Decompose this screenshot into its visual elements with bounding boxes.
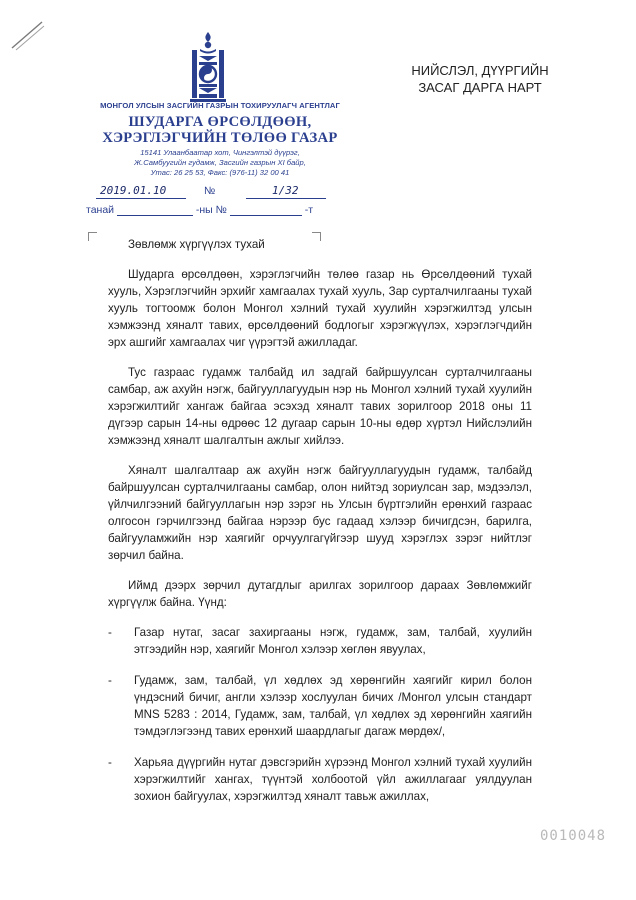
agency-address <box>90 148 350 178</box>
agency-name-line1: ШУДАРГА ӨРСӨЛДӨӨН, <box>128 114 312 130</box>
paragraph: Тус газраас гудамж талбайд ил задгай байршуулсан сурталчилгааны самбар, аж ахуйн нэгж, байгууллагуудын нэр нь Монгол хэлний тухай хуулийн хэрэгжилтийг хангаж байгаа эсэхэд хяналт тавих зорилгоор 2018 оны 11 дүгээр сарын 14-ны өдрөөс 12 дугаар сарын 10-ны өдөр хүртэл Нийслэлийн хэмжээнд хяналт шалгалтын ажлыг хийлээ. <box>108 366 532 447</box>
letter-subject: Зөвлөмж хүргүүлэх тухай <box>128 238 265 251</box>
to-prefix: танай <box>86 204 115 216</box>
list-item <box>108 624 532 658</box>
document-serial-number: 0010048 <box>540 828 607 844</box>
incoming-reference <box>86 203 336 216</box>
list-item-text: Газар нутаг, засаг захиргааны нэгж, гудамж, зам, талбай, хуулийн этгээдийн нэр, хаягийг Монгол хэлээр хөглөн явуулах, <box>134 626 532 656</box>
number-underline <box>246 198 326 199</box>
list-item <box>108 672 532 740</box>
incoming-number-blank <box>230 203 302 216</box>
recipient-block <box>390 62 570 96</box>
subject-bracket-left <box>88 232 97 241</box>
letter-body <box>108 266 532 819</box>
address-line1: 15141 Улаанбаатар хот, Чингэлтэй дүүрэг, <box>140 148 300 157</box>
date-underline <box>96 198 186 199</box>
bullet-dash: - <box>108 626 112 639</box>
list-item <box>108 754 532 805</box>
outgoing-reference <box>96 184 328 200</box>
recommendation-list <box>108 624 532 805</box>
t-suffix: -т <box>304 204 314 216</box>
bullet-dash: - <box>108 674 112 687</box>
agency-name-line2: ХЭРЭГЛЭГЧИЙН ТӨЛӨӨ ГАЗАР <box>102 130 338 146</box>
handwritten-date: 2019.01.10 <box>100 184 167 197</box>
recipient-line2: ЗАСАГ ДАРГА НАРТ <box>418 80 542 95</box>
handwritten-number: 1/32 <box>272 184 299 197</box>
recipient-line1: НИЙСЛЭЛ, ДҮҮРГИЙН <box>411 63 549 78</box>
soyombo-emblem-icon <box>186 30 230 106</box>
subject-bracket-right <box>312 232 321 241</box>
paragraph: Шударга өрсөлдөөн, хэрэглэгчийн төлөө газар нь Өрсөлдөөний тухай хууль, Хэрэглэгчийн эрхийг хамгаалах тухай хууль, Зар сурталчилгааны тухай хууль тогтоомж болон Монгол хэлний тухай хуулийн хэрэгжилтэд улсын хэмжээнд хяналт тавих, өрсөлдөөний бодлогыг хэрэгжүүлэх, хэрэглэгчдийн эрх ашгийг хамгаалах чиг үүрэгтэй ажилладаг. <box>108 268 532 349</box>
paragraph: Хяналт шалгалтаар аж ахуйн нэгж байгууллагуудын гудамж, талбайд байршуулсан сурталчилгааны самбар, олон нийтэд зориулсан зар, мэдээлэл, үйлчилгээний байгууллагын нэр зэрэг нь Улсын бүртгэлийн ерөнхий газраас олгосон гэрчилгээнд байгаа нэрээр бус гадаад хэлээр бичигдсэн, барилга, байгууламжийн нэр хаягийг орчуулгагүйгээр шууд хэрэглэх зэрэг нийтлэг зөрчил байна. <box>108 464 532 562</box>
address-line2: Ж.Самбуугийн гудамж, Засгийн газрын XI байр, <box>134 158 306 167</box>
incoming-date-blank <box>117 203 193 216</box>
ny-label: -ны № <box>195 204 227 216</box>
staple-mark-icon <box>8 18 48 52</box>
agency-name <box>90 114 350 146</box>
list-item-text: Харьяа дүүргийн нутаг дэвсгэрийн хүрээнд Монгол хэлний тухай хуулийн хэрэгжилтийг хангах, түүнтэй холбоотой үйл ажиллагааг уялдуулан зохион байгуулах, хэрэгжилтэд хяналт тавьж ажиллах, <box>134 756 532 803</box>
bullet-dash: - <box>108 756 112 769</box>
government-agency-line: МОНГОЛ УЛСЫН ЗАСГИЙН ГАЗРЫН ТОХИРУУЛАГЧ АГЕНТЛАГ <box>100 101 340 110</box>
address-line3: Утас: 26 25 53, Факс: (976-11) 32 00 41 <box>150 168 290 177</box>
paragraph: Иймд дээрх зөрчил дутагдлыг арилгах зорилгоор дараах Зөвлөмжийг хүргүүлж байна. Үүнд: <box>108 579 532 609</box>
list-item-text: Гудамж, зам, талбай, үл хөдлөх эд хөрөнгийн хаягийг кирил болон үндэсний бичиг, англи хэлээр хослуулан бичих /Монгол улсын стандарт MNS 5283 : 2014, Гудамж, зам, талбай, үл хөдлөх эд хөрөнгийн хаягийн тэмдэглэгээнд тавих ерөнхий шаардлагыг дагаж мөрдөх/, <box>134 674 532 738</box>
number-label: № <box>204 185 216 197</box>
